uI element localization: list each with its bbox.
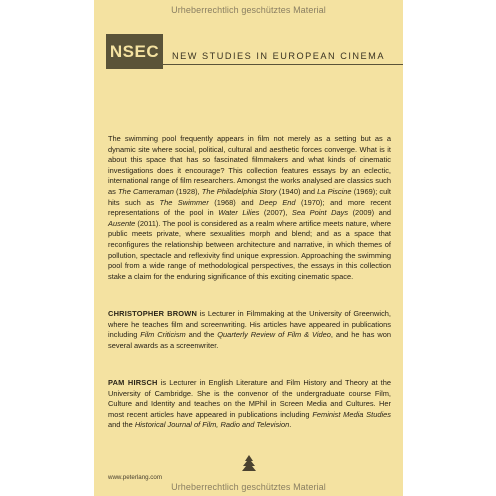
copyright-watermark: Urheberrechtlich geschütztes Material — [171, 482, 326, 492]
book-description: The swimming pool frequently appears in film not merely as a setting but as a dynamic site where social, political, cultural and aesthetic forces converge. What is it about this space that has so fascinated filmmakers and what kinds of cinematic investigations does it encourage? This collection features essays by an eclectic, international range of film researchers. Amongst the works analysed are classics such as The Cameraman (1928), The Philadelphia Story (1940) and La Piscine (1969); cult hits such as The Swimmer (1968) and Deep End (1970); and more recent representations of the pool in Water Lilies (2007), Sea Point Days (2009) and Ausente (2011). The pool is considered as a realm where artifice meets nature, where public meets private, where sexualities morph and blend; and as a space that reconfigures the relationship between architecture and narrative, in which themes of pollution, spectacle and reflexivity find unique expression. Approaching the swimming pool from a wide range of methodological perspectives, the essays in this collection stake a claim for the enduring significance of this exciting cinematic space. — [108, 134, 392, 281]
film-title: Deep End — [259, 197, 296, 207]
series-logo: NSEC — [106, 34, 163, 69]
film-title: Sea Point Days — [291, 208, 349, 218]
publisher-url: www.peterlang.com — [108, 474, 162, 481]
author-name: PAM HIRSCH — [108, 378, 158, 387]
film-title: The Cameraman — [118, 186, 174, 196]
publisher-logo-icon — [240, 454, 258, 472]
film-title: The Swimmer — [159, 197, 209, 207]
series-divider — [163, 64, 403, 65]
copyright-watermark: Urheberrechtlich geschütztes Material — [171, 5, 326, 15]
film-title: Ausente — [108, 218, 136, 228]
film-title: La Piscine — [317, 186, 352, 196]
author-name: CHRISTOPHER BROWN — [108, 309, 198, 318]
series-title: NEW STUDIES IN EUROPEAN CINEMA — [172, 51, 385, 61]
film-title: Water Lilies — [218, 208, 260, 218]
film-title: The Philadelphia Story — [201, 186, 277, 196]
author-bio-pam-hirsch: PAM HIRSCH is Lecturer in English Literature and Film History and Theory at the University of Cambridge. She is the convenor of the undergraduate course Film, Culture and Identity and teaches on the MPhil in Screen Media and Cultures. Her most recent articles have appeared in publications including Feminist Media Studies and the Historical Journal of Film, Radio and Television. — [108, 378, 391, 430]
book-back-cover — [94, 0, 403, 496]
author-bio-christopher-brown: CHRISTOPHER BROWN is Lecturer in Filmmaking at the University of Greenwich, where he teaches film and screenwriting. His articles have appeared in publications including Film Criticism and the Quarterly Review of Film & Video, and he has won several awards as a screenwriter. — [108, 309, 391, 350]
